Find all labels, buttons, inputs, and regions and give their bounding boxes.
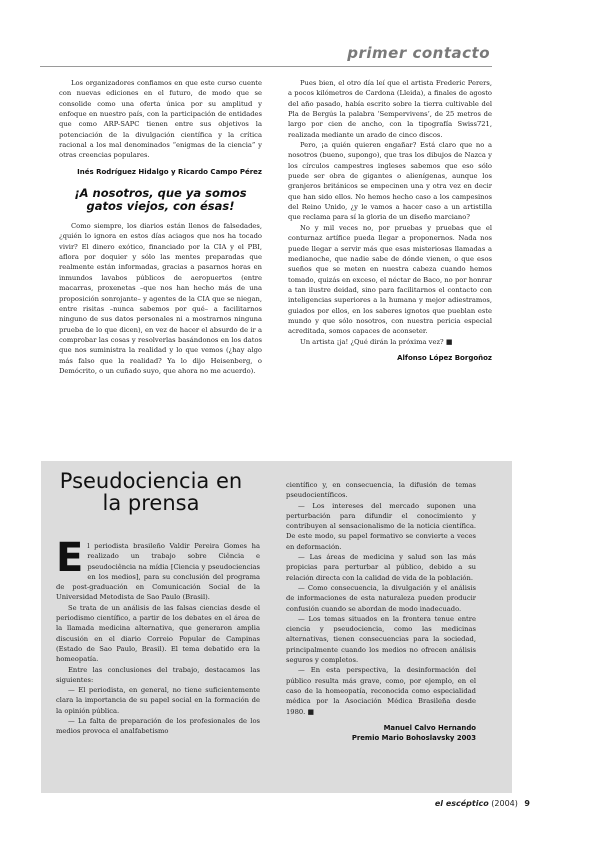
- article2-title: ¡A nosotros, que ya somos gatos viejos, con ésas!: [74, 186, 247, 214]
- article1-signature: Inés Rodríguez Hidalgo y Ricardo Campo Pérez: [77, 167, 262, 176]
- closing-text: Un artista ¡ja! ¿Qué dirán la próxima vez?: [300, 337, 444, 346]
- magazine-year: (2004): [491, 799, 518, 808]
- section-title: primer contacto: [347, 44, 490, 62]
- box-paragraph: Se trata de un análisis de las falsas ciencias desde el periodismo científico, a partir de los debates en el área de la llamada medicina alternativa, que generaron amplia discusión en el diario Correio Popular de Campinas (Estado de Sao Paulo, Brasil). El tema debatido era la homeopatía.: [56, 603, 260, 664]
- article2-closing: [288, 337, 492, 347]
- box-paragraph: — Los intereses del mercado suponen una perturbación para difundir el conocimiento y contribuyen al sensacionalismo de la noticia científica. De este modo, su papel formativo se convierte a veces en deformación.: [286, 501, 476, 551]
- article2-paragraph: Pues bien, el otro día leí que el artista Frederic Perers, a pocos kilómetros de Cardona (Lleida), a finales de agosto del año pasado, había escrito sobre la tierra cultivable del Pla de Bergús la palabra ‘Sempervivens’, de 25 metros de largo por cien de ancho, con la tipografía Swiss721, realizada mediante un arado de cinco discos.: [288, 79, 492, 139]
- magazine-name: el escéptico: [434, 799, 489, 808]
- box-paragraph: — Los temas situados en la frontera tenue entre ciencia y pseudociencia, como las medicinas alternativas, tienen consecuencias para la sociedad, principalmente cuando los medios no ofrecen análisis seguros y completos.: [286, 614, 476, 665]
- page-footer: [435, 799, 530, 808]
- box-paragraph: científico y, en consecuencia, la difusión de temas pseudocientíficos.: [286, 481, 476, 500]
- article2-paragraph: Como siempre, los diarios están llenos de falsedades, ¿quién lo ignora en estos días aciagos que nos ha tocado vivir? El dinero exótico, financiado por la CIA y el PBI, aflora por doquier y sólo las mentes preparadas que realmente están informadas, gracias a pasarnos horas en inmundos lavabos públicos de aeropuertos (entre macarras, proxenetas –que nos han hecho más de una proposición sonrojante– y agentes de la CIA que se niegan, entre risitas –nunca sabemos por qué– a facilitarnos ninguno de sus datos personales ni a mostrarnos ninguna prueba de lo que dicen), en vez de hacer el absurdo de ir a comprobar las cosas y resolverlas basándonos en los datos que nos suministra la realidad y lo que vemos (¿hay algo más falso que la realidad? Ya lo dijo Heisenberg, o Demócrito, o un cuñado suyo, que ahora no me acuerdo).: [59, 222, 262, 375]
- box-signature: [286, 723, 476, 743]
- article2-signature: Alfonso López Borgoñoz: [397, 353, 492, 362]
- article1-paragraph: Los organizadores confiamos en que este curso cuente con nuevas ediciones en el futuro, de modo que se consolide como una oferta única por su amplitud y enfoque en nuestro país, con la participación de entidades que como ARP-SAPC tienen entre sus objetivos la potenciación de la divulgación científica y la crítica racional a los mal denominados “enigmas de la ciencia” y otras creencias populares.: [59, 79, 262, 160]
- box-signature-name: Manuel Calvo Hernando: [383, 723, 476, 732]
- box-paragraph: — El periodista, en general, no tiene suficientemente clara la importancia de su papel social en la formación de la opinión pública.: [56, 686, 260, 715]
- end-mark: ■: [307, 707, 315, 716]
- lead-text: l periodista brasileño Valdir Pereira Gomes ha realizado un trabajo sobre Ciência e pseudociência na mídia [Ciencia y pseudociencias en los medios], para su conclusión del programa de post-graduación en Comunicación Social de la Universidad Metodista de Sao Paulo (Brasil).: [56, 542, 260, 602]
- box-paragraph: [286, 665, 476, 716]
- column-right: [288, 78, 492, 373]
- header-rule: [40, 66, 492, 67]
- column-left: [59, 78, 262, 376]
- article2-paragraph: Pero, ¡a quién quieren engañar? Está claro que no a nosotros (bueno, supongo), que tras los dibujos de Nazca y los círculos campestres ingleses sabemos que eso sólo puede ser obra de gigantes o alienígenas, aunque los granjeros británicos se empecinen una y otra vez en decir que han sido ellos. No hemos hecho caso a los campesinos del Reino Unido, ¿y le vamos a hacer caso a un artistilla que reclama para sí la gloria de un diseño marciano?: [288, 141, 492, 222]
- article2-paragraph: No y mil veces no, por pruebas y pruebas que el conturnaz artífice pueda llegar a proponernos. Nada nos puede llegar a servir más que esas misteriosas llamadas a medianoche, que nadie sabe de dónde vienen, o que esos sueños que se meten en nuestra cabeza cuando hemos tomado, quizás en exceso, el néctar de Baco, no por honrar a tan ilustre deidad, sino para facilitarnos el contacto con inteligencias superiores a la humana y mejor adiestramos, guiados por ellos, en los saberes ignotos que pueblan este mundo y que sólo nosotros, con nuestra pericia especial acreditada, somos capaces de aconseter.: [288, 223, 492, 336]
- page-number: 9: [524, 799, 530, 808]
- box-paragraph: — Como consecuencia, la divulgación y el análisis de informaciones de esta naturaleza pueden producir confusión cuando se abordan de modo inadecuado.: [286, 583, 476, 613]
- box-lead-paragraph: [56, 535, 260, 603]
- box-paragraph: Entre las conclusiones del trabajo, destacamos las siguientes:: [56, 665, 260, 684]
- end-mark: ■: [445, 337, 453, 346]
- box-paragraph: — Las áreas de medicina y salud son las más propicias para perturbar al público, debido a su relación directa con la calidad de vida de la población.: [286, 553, 476, 582]
- box-title: Pseudociencia en la prensa: [59, 469, 243, 515]
- drop-cap: E: [56, 535, 84, 581]
- box-paragraph: — La falta de preparación de los profesionales de los medios provoca el analfabetismo: [56, 717, 260, 736]
- box-last-text: — En esta perspectiva, la desinformación del público resulta más grave, como, por ejemplo, en el caso de la homeopatía, reconocida como especialidad médica por la Asociación Médica Brasileña desde 1980.: [286, 666, 476, 716]
- box-column-left: [56, 535, 260, 737]
- box-signature-award: Premio Mario Bohoslavsky 2003: [351, 733, 476, 742]
- box-column-right: [286, 480, 476, 743]
